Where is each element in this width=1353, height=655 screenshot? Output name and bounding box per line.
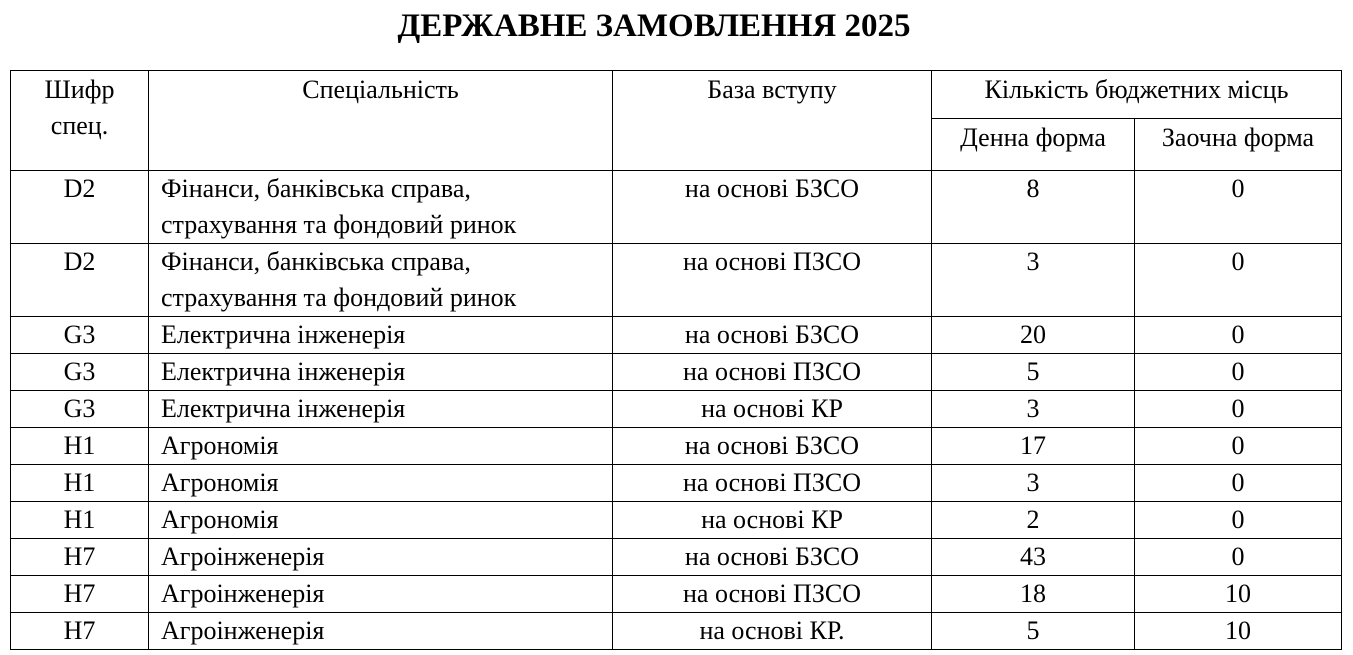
header-specialty: Спеціальність xyxy=(149,71,613,171)
cell-code: H7 xyxy=(11,613,149,650)
cell-specialty: Агроінженерія xyxy=(149,539,613,576)
cell-base: на основі ПЗСО xyxy=(613,244,932,317)
table-row xyxy=(11,428,1342,465)
cell-full-time: 3 xyxy=(932,465,1135,502)
cell-specialty: Електрична інженерія xyxy=(149,391,613,428)
cell-full-time: 3 xyxy=(932,391,1135,428)
table-row xyxy=(11,613,1342,650)
cell-specialty: Агроінженерія xyxy=(149,576,613,613)
cell-full-time: 5 xyxy=(932,354,1135,391)
cell-specialty: Агроінженерія xyxy=(149,613,613,650)
cell-part-time: 0 xyxy=(1135,354,1342,391)
cell-full-time: 2 xyxy=(932,502,1135,539)
cell-code: H7 xyxy=(11,576,149,613)
cell-full-time: 8 xyxy=(932,171,1135,244)
cell-full-time: 43 xyxy=(932,539,1135,576)
header-base: База вступу xyxy=(613,71,932,171)
cell-code: G3 xyxy=(11,391,149,428)
table-row xyxy=(11,171,1342,244)
cell-code: H1 xyxy=(11,428,149,465)
cell-full-time: 3 xyxy=(932,244,1135,317)
cell-specialty: Фінанси, банківська справа, страхування та фондовий ринок xyxy=(149,171,613,244)
table-row xyxy=(11,502,1342,539)
cell-part-time: 0 xyxy=(1135,391,1342,428)
cell-base: на основі БЗСО xyxy=(613,317,932,354)
cell-base: на основі КР xyxy=(613,391,932,428)
cell-base: на основі ПЗСО xyxy=(613,576,932,613)
cell-code: D2 xyxy=(11,244,149,317)
cell-part-time: 0 xyxy=(1135,539,1342,576)
header-part-time: Заочна форма xyxy=(1135,118,1342,170)
table-row xyxy=(11,354,1342,391)
cell-specialty: Електрична інженерія xyxy=(149,354,613,391)
cell-full-time: 18 xyxy=(932,576,1135,613)
cell-part-time: 10 xyxy=(1135,576,1342,613)
table-row xyxy=(11,244,1342,317)
cell-full-time: 5 xyxy=(932,613,1135,650)
cell-base: на основі ПЗСО xyxy=(613,465,932,502)
cell-code: H1 xyxy=(11,502,149,539)
cell-specialty: Агрономія xyxy=(149,502,613,539)
table-row xyxy=(11,465,1342,502)
cell-base: на основі БЗСО xyxy=(613,539,932,576)
cell-specialty: Агрономія xyxy=(149,465,613,502)
cell-code: G3 xyxy=(11,354,149,391)
cell-specialty: Агрономія xyxy=(149,428,613,465)
cell-part-time: 0 xyxy=(1135,244,1342,317)
cell-part-time: 10 xyxy=(1135,613,1342,650)
table-row xyxy=(11,539,1342,576)
cell-part-time: 0 xyxy=(1135,502,1342,539)
cell-base: на основі КР xyxy=(613,502,932,539)
cell-part-time: 0 xyxy=(1135,171,1342,244)
cell-full-time: 17 xyxy=(932,428,1135,465)
cell-base: на основі КР. xyxy=(613,613,932,650)
cell-specialty: Електрична інженерія xyxy=(149,317,613,354)
table-row xyxy=(11,391,1342,428)
cell-code: H7 xyxy=(11,539,149,576)
cell-base: на основі БЗСО xyxy=(613,428,932,465)
header-budget-places: Кількість бюджетних місць xyxy=(932,71,1342,119)
cell-base: на основі БЗСО xyxy=(613,171,932,244)
header-code: Шифр спец. xyxy=(11,71,149,171)
cell-part-time: 0 xyxy=(1135,317,1342,354)
table-row xyxy=(11,317,1342,354)
cell-base: на основі ПЗСО xyxy=(613,354,932,391)
state-order-table xyxy=(10,70,1342,650)
cell-code: H1 xyxy=(11,465,149,502)
document-title: ДЕРЖАВНЕ ЗАМОВЛЕННЯ 2025 xyxy=(397,8,911,44)
table-row xyxy=(11,576,1342,613)
cell-code: D2 xyxy=(11,171,149,244)
header-full-time: Денна форма xyxy=(932,118,1135,170)
cell-part-time: 0 xyxy=(1135,428,1342,465)
cell-code: G3 xyxy=(11,317,149,354)
cell-full-time: 20 xyxy=(932,317,1135,354)
cell-specialty: Фінанси, банківська справа, страхування та фондовий ринок xyxy=(149,244,613,317)
cell-part-time: 0 xyxy=(1135,465,1342,502)
